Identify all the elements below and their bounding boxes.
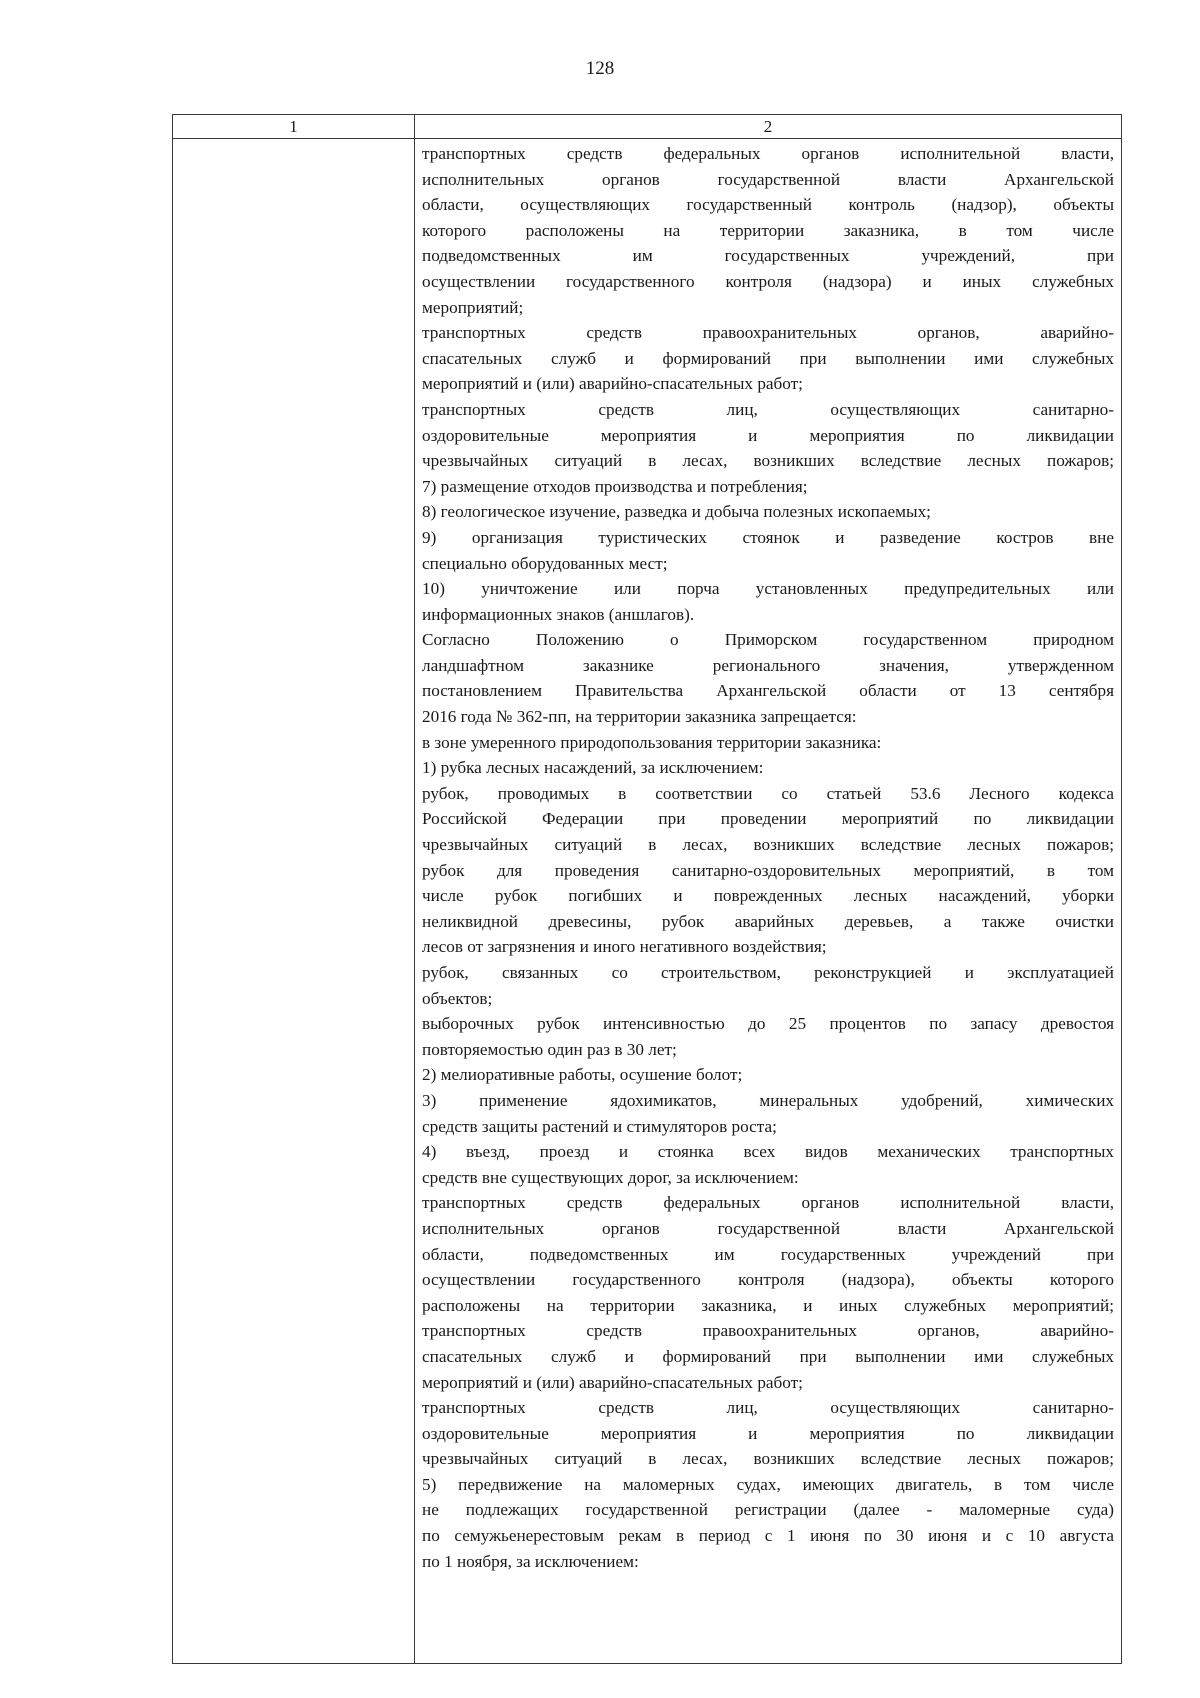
column-2-cell <box>415 139 1122 1664</box>
text-line: спасательных служб и формирований при выполнении ими служебных <box>422 348 1114 368</box>
text-line: постановлением Правительства Архангельской области от 13 сентября <box>422 681 1114 701</box>
text-line: неликвидной древесины, рубок аварийных деревьев, а также очистки <box>422 911 1114 931</box>
text-line: которого расположены на территории заказника, в том числе <box>422 220 1114 240</box>
text-line: 7) размещение отходов производства и потребления; <box>422 476 808 496</box>
text-line: 2016 года № 362-пп, на территории заказника запрещается: <box>422 707 857 727</box>
text-line: спасательных служб и формирований при выполнении ими служебных <box>422 1346 1114 1366</box>
text-line: не подлежащих государственной регистрации (далее - маломерные суда) <box>422 1500 1114 1520</box>
text-line: по 1 ноября, за исключением: <box>422 1551 639 1571</box>
text-line: Российской Федерации при проведении мероприятий по ликвидации <box>422 809 1114 829</box>
text-line: осуществлении государственного контроля (надзора) и иных служебных <box>422 271 1114 291</box>
text-line: ландшафтном заказнике регионального значения, утвержденном <box>422 655 1114 675</box>
text-line: повторяемостью один раз в 30 лет; <box>422 1039 677 1059</box>
text-line: специально оборудованных мест; <box>422 553 668 573</box>
text-line: рубок, связанных со строительством, реконструкцией и эксплуатацией <box>422 963 1114 982</box>
text-line: исполнительных органов государственной власти Архангельской <box>422 169 1114 189</box>
text-line: 1) рубка лесных насаждений, за исключением: <box>422 758 764 778</box>
text-line: лесов от загрязнения и иного негативного воздействия; <box>422 937 827 957</box>
column-2-text <box>422 141 1114 1574</box>
text-line: мероприятий; <box>422 297 524 317</box>
column-header-1: 1 <box>173 115 415 139</box>
text-line: исполнительных органов государственной власти Архангельской <box>422 1218 1114 1238</box>
text-line: Согласно Положению о Приморском государственном природном <box>422 630 1114 650</box>
text-line: 8) геологическое изучение, разведка и добыча полезных ископаемых; <box>422 502 931 522</box>
document-table <box>172 114 1122 1664</box>
text-line: информационных знаков (аншлагов). <box>422 604 695 624</box>
text-line: 5) передвижение на маломерных судах, имеющих двигатель, в том числе <box>422 1474 1114 1494</box>
text-line: расположены на территории заказника, и иных служебных мероприятий; <box>422 1295 1114 1315</box>
column-1-cell <box>173 139 415 1664</box>
text-line: подведомственных им государственных учреждений, при <box>422 246 1114 266</box>
table-row <box>173 139 1122 1664</box>
text-line: средств вне существующих дорог, за исключением: <box>422 1167 799 1187</box>
text-line: транспортных средств лиц, осуществляющих санитарно- <box>422 1398 1114 1418</box>
text-line: средств защиты растений и стимуляторов роста; <box>422 1116 777 1136</box>
text-line: осуществлении государственного контроля (надзора), объекты которого <box>422 1270 1114 1290</box>
text-line: транспортных средств правоохранительных органов, аварийно- <box>422 1321 1114 1341</box>
text-line: транспортных средств лиц, осуществляющих санитарно- <box>422 399 1114 419</box>
text-line: мероприятий и (или) аварийно-спасательных работ; <box>422 1372 803 1392</box>
text-line: числе рубок погибших и поврежденных лесных насаждений, уборки <box>422 886 1114 906</box>
text-line: в зоне умеренного природопользования территории заказника: <box>422 732 882 752</box>
text-line: мероприятий и (или) аварийно-спасательных работ; <box>422 374 803 394</box>
text-line: рубок для проведения санитарно-оздоровительных мероприятий, в том <box>422 860 1114 880</box>
text-line: 9) организация туристических стоянок и разведение костров вне <box>422 527 1114 547</box>
text-line: оздоровительные мероприятия и мероприятия по ликвидации <box>422 425 1114 445</box>
text-line: выборочных рубок интенсивностью до 25 процентов по запасу древостоя <box>422 1014 1114 1034</box>
text-line: 4) въезд, проезд и стоянка всех видов механических транспортных <box>422 1142 1114 1162</box>
page-number: 128 <box>585 58 615 79</box>
text-line: чрезвычайных ситуаций в лесах, возникших вследствие лесных пожаров; <box>422 1449 1114 1469</box>
text-line: объектов; <box>422 988 493 1008</box>
table-header-row <box>173 115 1122 139</box>
text-line: 10) уничтожение или порча установленных предупредительных или <box>422 579 1114 599</box>
text-line: транспортных средств федеральных органов исполнительной власти, <box>422 144 1114 163</box>
text-line: по семужьенерестовым рекам в период с 1 июня по 30 июня и с 10 августа <box>422 1526 1114 1546</box>
text-line: чрезвычайных ситуаций в лесах, возникших вследствие лесных пожаров; <box>422 835 1114 855</box>
text-line: 3) применение ядохимикатов, минеральных удобрений, химических <box>422 1090 1114 1110</box>
text-line: области, подведомственных им государственных учреждений при <box>422 1244 1114 1264</box>
text-line: транспортных средств федеральных органов исполнительной власти, <box>422 1193 1114 1213</box>
text-line: области, осуществляющих государственный контроль (надзор), объекты <box>422 195 1114 215</box>
text-line: чрезвычайных ситуаций в лесах, возникших вследствие лесных пожаров; <box>422 451 1114 471</box>
text-line: 2) мелиоративные работы, осушение болот; <box>422 1065 743 1085</box>
column-header-2: 2 <box>415 115 1122 139</box>
text-line: рубок, проводимых в соответствии со статьей 53.6 Лесного кодекса <box>422 783 1114 803</box>
text-line: оздоровительные мероприятия и мероприятия по ликвидации <box>422 1423 1114 1443</box>
text-line: транспортных средств правоохранительных органов, аварийно- <box>422 323 1114 343</box>
